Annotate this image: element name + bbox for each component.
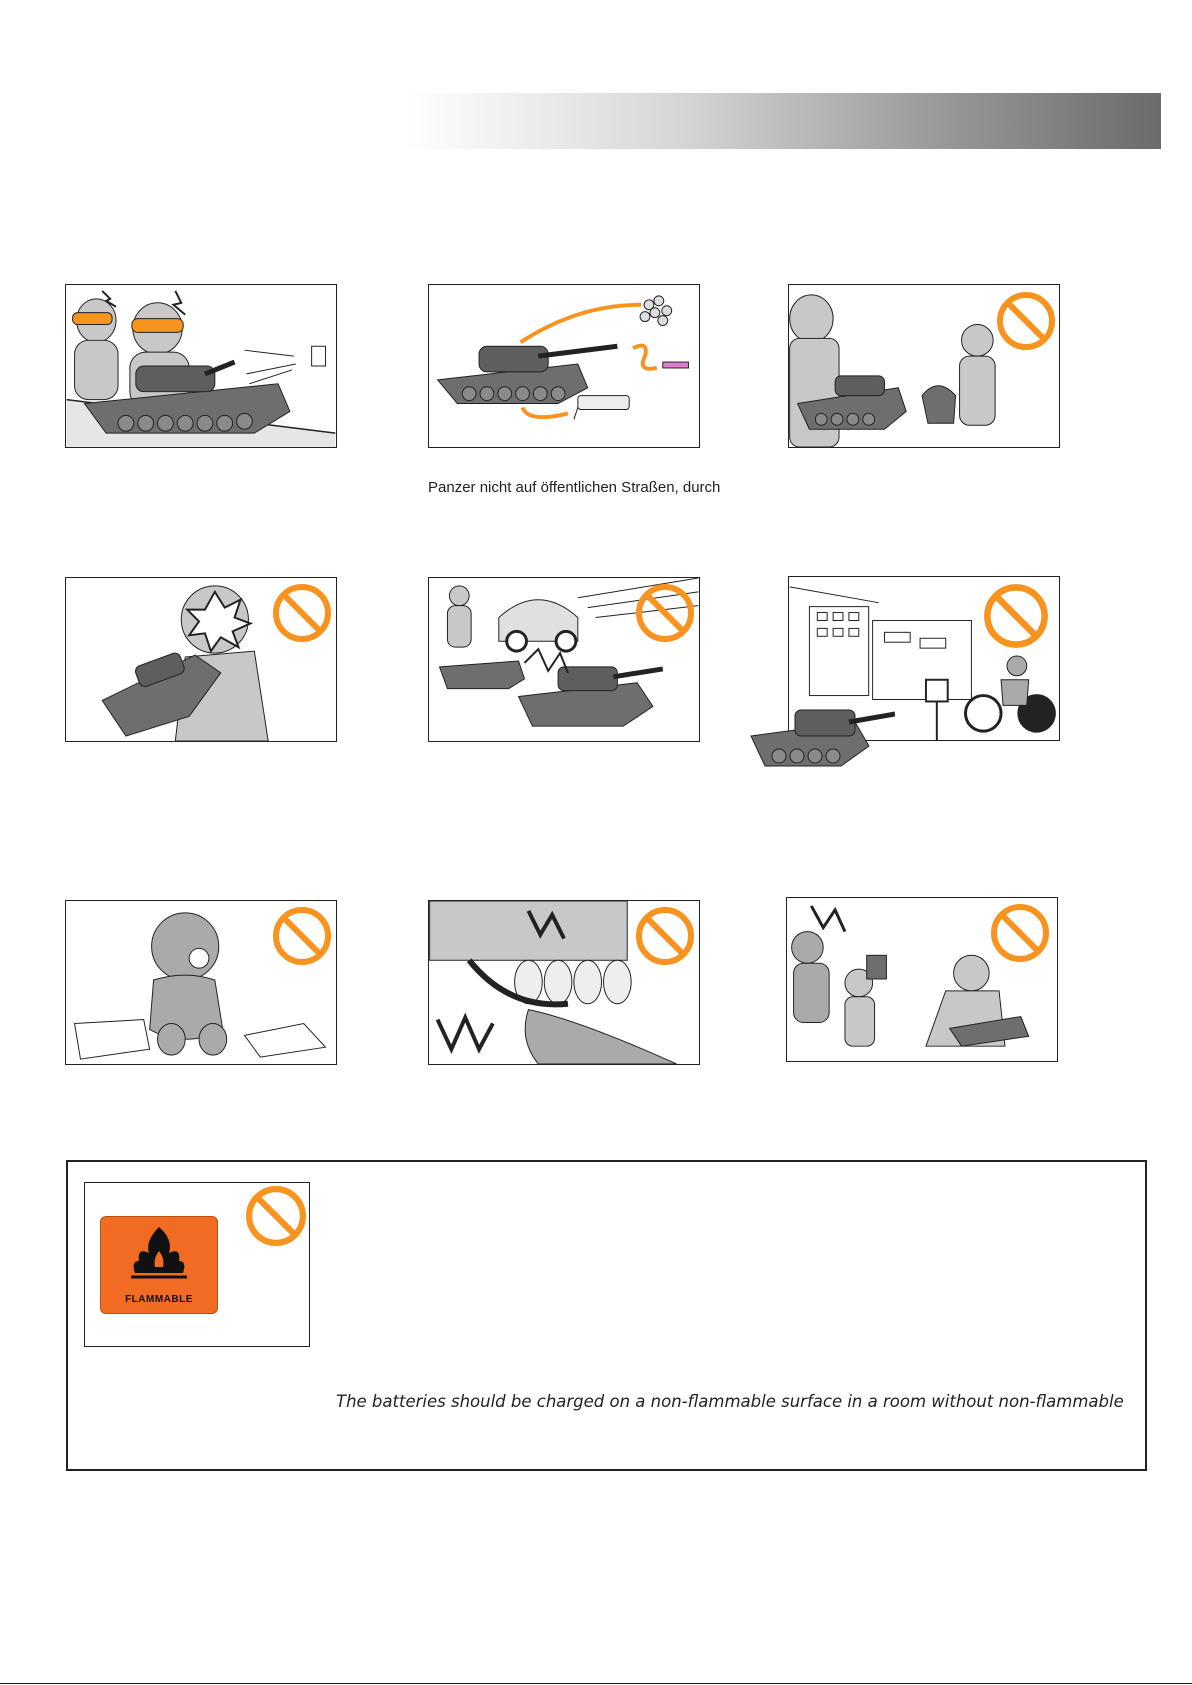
prohibition-icon <box>635 906 695 966</box>
prohibition-icon <box>635 583 695 643</box>
flammable-label <box>100 1216 218 1314</box>
panel-tank-parts <box>428 284 700 448</box>
prohibition-icon <box>990 903 1050 963</box>
goggles-illustration <box>66 285 336 447</box>
flammable-label-text: FLAMMABLE <box>125 1294 193 1305</box>
prohibition-icon <box>272 583 332 643</box>
panel-safety-goggles <box>65 284 337 448</box>
prohibition-icon <box>996 291 1056 351</box>
prohibition-icon <box>245 1185 307 1247</box>
tank-overflow-icon <box>745 692 895 772</box>
flame-icon <box>101 1217 217 1287</box>
tank-parts-illustration <box>429 285 699 447</box>
footer-rule <box>0 1683 1192 1684</box>
warning-caption: Panzer nicht auf öffentlichen Straßen, durch <box>428 479 721 496</box>
section-header-bar <box>405 93 1161 149</box>
prohibition-icon <box>272 906 332 966</box>
prohibition-icon <box>983 583 1049 649</box>
battery-warning-text: The batteries should be charged on a non-flammable surface in a room without non-flammable <box>336 1392 1124 1411</box>
